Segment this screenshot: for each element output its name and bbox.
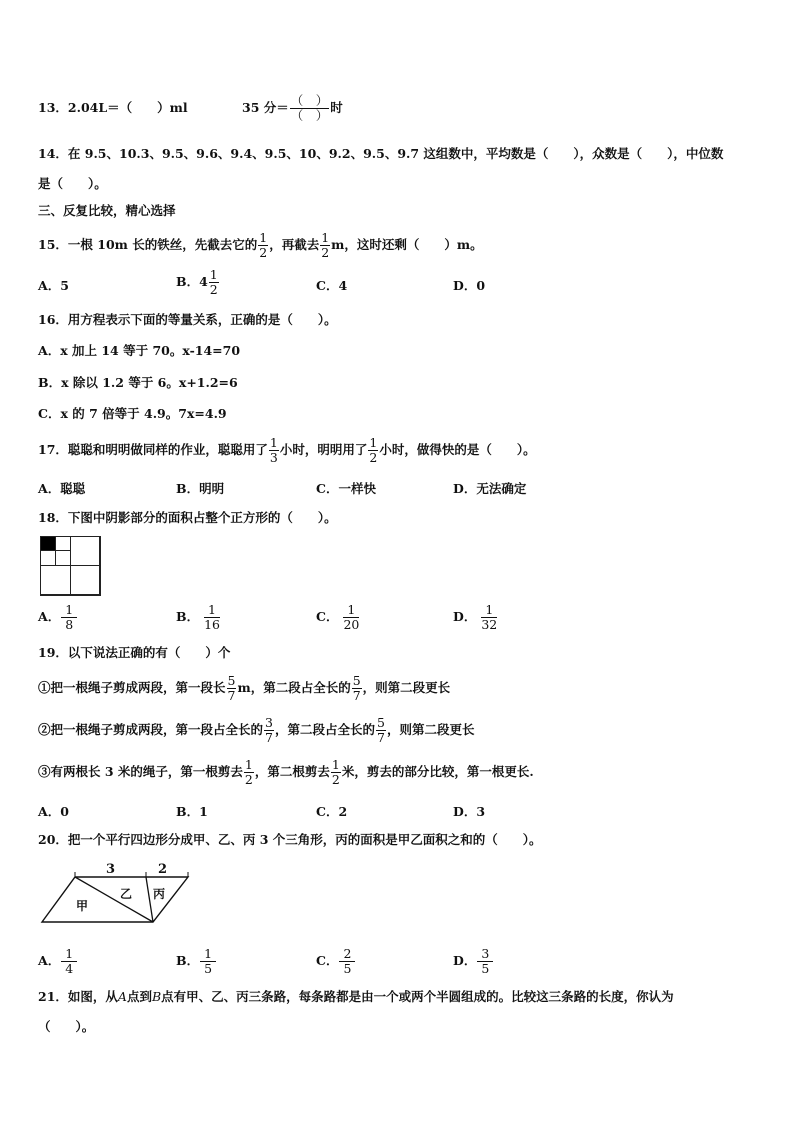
grid-cell-quarter-br	[70, 565, 101, 596]
q20-parallelogram-figure	[40, 860, 200, 930]
q19-s2-text-a: ②把一根绳子剪成两段，第一段占全长的	[38, 722, 264, 737]
q17-f1-den: 3	[269, 450, 278, 465]
q13-part2	[242, 88, 343, 128]
q15-f1-num: 1	[259, 230, 268, 245]
q15-optB-whole: B．4	[176, 274, 208, 289]
q17-f2-num: 1	[369, 435, 378, 450]
q18-optA-frac	[61, 603, 77, 632]
q21-text-b: 点到	[126, 989, 152, 1004]
question-18-stem: 18．下图中阴影部分的面积占整个正方形的（ ）。	[38, 510, 337, 525]
q13-part1: 2.04L＝（ ）ml	[67, 100, 188, 115]
q21-point-b: B	[151, 989, 162, 1004]
q17-option-c[interactable]: C．一样快	[316, 481, 376, 496]
q20-option-b[interactable]	[176, 942, 217, 980]
q18-option-a[interactable]	[38, 598, 78, 636]
q19-s3-f2-num: 1	[331, 757, 340, 772]
q19-s1-f2-num: 5	[352, 673, 361, 688]
q20-optD-den: 5	[481, 961, 490, 976]
q19-s2-f2-den: 7	[376, 730, 385, 745]
q13-number: 13．	[38, 100, 68, 115]
q20-optD-num: 3	[477, 947, 493, 962]
q18-optD-num: 1	[481, 603, 497, 618]
q18-option-c[interactable]	[316, 598, 364, 636]
q19-statement-2	[38, 712, 474, 748]
shaded-cell	[40, 536, 56, 551]
q18-optA-label: A．	[38, 609, 61, 624]
question-13	[38, 100, 188, 116]
q20-optB-label: B．	[176, 953, 200, 968]
q15-option-c[interactable]: C．4	[316, 278, 348, 293]
q15-frac-1	[258, 231, 268, 260]
question-14-line1: 14．在 9.5、10.3、9.5、9.6、9.4、9.5、10、9.2、9.5、9.7 这组数中，平均数是（ ），众数是（ ），中位数	[38, 146, 724, 161]
q20-optC-num: 2	[339, 947, 355, 962]
q18-optD-frac	[477, 603, 501, 632]
q19-option-b[interactable]: B．1	[176, 804, 208, 819]
q16-option-a[interactable]: A．x 加上 14 等于 70。x-14=70	[38, 343, 241, 358]
q20-option-c[interactable]	[316, 942, 356, 980]
q19-s3-frac-2	[331, 758, 341, 787]
question-19-stem: 19．以下说法正确的有（ ）个	[38, 645, 231, 660]
grid-cell-sixteenth-br	[55, 550, 71, 566]
q19-s1-frac-2	[352, 674, 362, 703]
q19-s2-f2-num: 5	[376, 715, 385, 730]
q19-s1-text-b: m，第二段占全长的	[237, 680, 351, 695]
grid-cell-quarter-bl	[40, 565, 71, 596]
q19-s2-f1-num: 3	[265, 715, 273, 730]
q19-s3-f2-den: 2	[331, 772, 340, 787]
q19-s1-frac-1	[227, 674, 237, 703]
q19-s2-frac-1	[264, 716, 274, 745]
q18-optC-den: 20	[343, 617, 360, 632]
grid-cell-sixteenth-tr	[55, 536, 71, 551]
q17-frac-1	[269, 436, 279, 465]
q19-s3-text-c: 米，剪去的部分比较，第一根更长.	[341, 764, 534, 779]
q20-optA-den: 4	[65, 961, 74, 976]
q17-option-b[interactable]: B．明明	[176, 481, 225, 496]
q18-optD-label: D．	[453, 609, 477, 624]
q20-optD-label: D．	[453, 953, 477, 968]
q20-optB-den: 5	[204, 961, 213, 976]
q13-part2-label: 35 分＝	[242, 100, 289, 115]
q19-statement-1	[38, 670, 450, 706]
q15-optB-num: 1	[209, 267, 218, 282]
q15-text-c: m，这时还剩（ ）m。	[331, 237, 483, 252]
q17-text-b: 小时，明明用了	[279, 442, 368, 457]
q18-optA-den: 8	[65, 617, 74, 632]
question-20-stem: 20．把一个平行四边形分成甲、乙、丙 3 个三角形，丙的面积是甲乙面积之和的（ ）。	[38, 832, 542, 847]
q15-text-a: 15．一根 10m 长的铁丝，先截去它的	[38, 237, 258, 252]
q17-option-d[interactable]: D．无法确定	[453, 481, 527, 496]
q17-f2-den: 2	[369, 450, 378, 465]
q20-optC-label: C．	[316, 953, 339, 968]
q19-s1-f1-num: 5	[227, 673, 236, 688]
q16-option-b[interactable]: B．x 除以 1.2 等于 6。x+1.2=6	[38, 375, 238, 390]
question-16-stem: 16．用方程表示下面的等量关系，正确的是（ ）。	[38, 312, 337, 327]
q19-s2-frac-2	[376, 716, 386, 745]
fig-label-2: 2	[158, 862, 168, 877]
q18-square-figure	[40, 536, 100, 595]
question-21-line1	[38, 989, 674, 1005]
q15-option-b[interactable]	[176, 266, 220, 298]
q19-s3-text-b: ，第二根剪去	[254, 764, 330, 779]
q13-fraction	[290, 94, 330, 123]
q18-optB-frac	[200, 603, 224, 632]
q15-f2-den: 2	[321, 245, 330, 260]
q15-option-d[interactable]: D．0	[453, 278, 486, 293]
q15-optB-frac	[209, 268, 219, 297]
q20-optA-num: 1	[61, 947, 77, 962]
q17-text-c: 小时，做得快的是（ ）。	[379, 442, 536, 457]
q20-optB-num: 1	[200, 947, 216, 962]
q19-s1-text-a: ①把一根绳子剪成两段，第一段长	[38, 680, 226, 695]
q19-s2-text-b: ，第二段占全长的	[274, 722, 375, 737]
q19-s1-f1-den: 7	[227, 688, 236, 703]
q19-s1-text-c: ，则第二段更长	[362, 680, 451, 695]
question-15	[38, 229, 483, 261]
q20-optA-frac	[61, 947, 77, 976]
q18-optC-frac	[339, 603, 363, 632]
q15-f2-num: 1	[321, 230, 330, 245]
grid-cell-quarter-tr	[70, 536, 101, 566]
q18-optC-label: C．	[316, 609, 339, 624]
q17-text-a: 17．聪聪和明明做同样的作业，聪聪用了	[38, 442, 268, 457]
q18-optA-num: 1	[61, 603, 77, 618]
q20-optD-frac	[477, 947, 493, 976]
q15-text-b: ，再截去	[269, 237, 320, 252]
q18-option-b[interactable]	[176, 598, 225, 636]
question-21-line2: （ ）。	[38, 1019, 95, 1034]
q19-s3-text-a: ③有两根长 3 米的绳子，第一根剪去	[38, 764, 243, 779]
q13-frac-den: （ ）	[290, 108, 329, 123]
q19-s3-f1-den: 2	[244, 772, 253, 787]
fig-label-bing: 丙	[153, 887, 166, 901]
q21-text-c: 点有甲、乙、丙三条路，每条路都是由一个或两个半圆组成的。比较这三条路的长度，你认为	[161, 989, 674, 1004]
q18-optB-num: 1	[204, 603, 220, 618]
q15-frac-2	[320, 231, 330, 260]
q17-frac-2	[368, 436, 378, 465]
q18-optD-den: 32	[481, 617, 498, 632]
q19-s3-f1-num: 1	[244, 757, 253, 772]
q15-optB-den: 2	[209, 282, 218, 297]
q20-optC-frac	[339, 947, 355, 976]
q20-optB-frac	[200, 947, 216, 976]
q19-option-d[interactable]: D．3	[453, 804, 486, 819]
question-14-line2: 是（ ）。	[38, 176, 107, 191]
fig-label-3: 3	[106, 862, 116, 877]
q19-s2-f1-den: 7	[265, 730, 273, 745]
q19-s3-frac-1	[244, 758, 254, 787]
q19-s1-f2-den: 7	[352, 688, 361, 703]
q18-option-d[interactable]	[453, 598, 502, 636]
q17-f1-num: 1	[269, 435, 278, 450]
q15-f1-den: 2	[259, 245, 268, 260]
q20-optC-den: 5	[343, 961, 352, 976]
grid-cell-sixteenth-bl	[40, 550, 56, 566]
q21-point-a: A	[117, 989, 127, 1004]
divider-line-2	[146, 877, 153, 922]
q19-statement-3	[38, 754, 534, 790]
question-17	[38, 434, 536, 466]
section-3-heading: 三、反复比较，精心选择	[38, 203, 176, 218]
q21-text-a: 21．如图，从	[38, 989, 118, 1004]
q20-optA-label: A．	[38, 953, 61, 968]
q20-option-d[interactable]	[453, 942, 494, 980]
q13-frac-num: （ ）	[290, 93, 329, 108]
q18-optB-label: B．	[176, 609, 200, 624]
q17-option-a[interactable]: A．聪聪	[38, 481, 86, 496]
q19-option-a[interactable]: A．0	[38, 804, 69, 819]
q19-option-c[interactable]: C．2	[316, 804, 348, 819]
fig-label-jia: 甲	[76, 899, 89, 913]
q18-optC-num: 1	[343, 603, 359, 618]
q18-optB-den: 16	[204, 617, 220, 632]
q15-option-a[interactable]: A．5	[38, 278, 69, 293]
q16-option-c[interactable]: C．x 的 7 倍等于 4.9。7x=4.9	[38, 406, 227, 421]
q20-option-a[interactable]	[38, 942, 78, 980]
q13-unit: 时	[330, 100, 343, 115]
q19-s2-text-c: ，则第二段更长	[386, 722, 475, 737]
fig-label-yi: 乙	[120, 887, 133, 901]
